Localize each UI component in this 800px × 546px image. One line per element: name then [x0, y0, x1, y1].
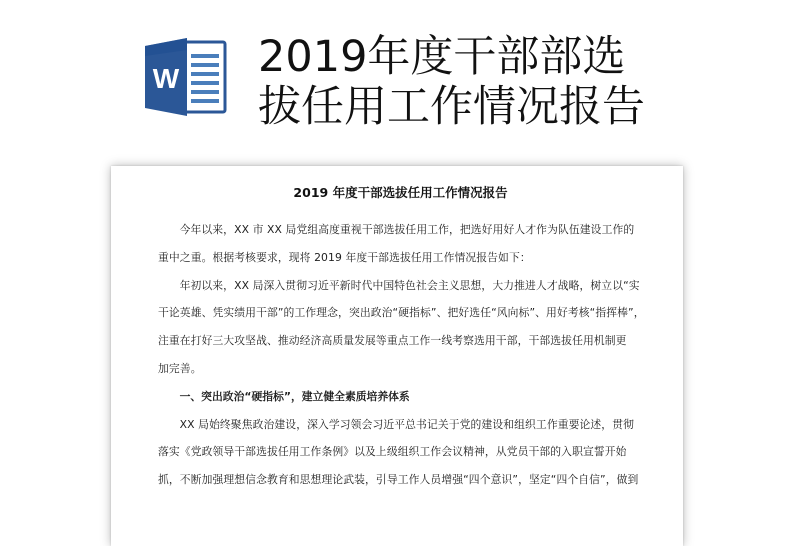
- section-heading-1: 一、突出政治“硬指标”，建立健全素质培养体系: [179, 389, 410, 403]
- hero-title: [258, 32, 778, 132]
- paragraph-line: 落实《党政领导干部选拔任用工作条例》以及上级组织工作会议精神，从党员干部的入职宣誓开始: [158, 445, 627, 459]
- paragraph-line: 抓，不断加强理想信念教育和思想理论武装，引导工作人员增强“四个意识”，坚定“四个自信”，做到: [158, 473, 639, 487]
- word-icon-line: [191, 99, 219, 103]
- paragraph-line: 年初以来，XX 局深入贯彻习近平新时代中国特色社会主义思想，大力推进人才战略，树立以“实: [179, 278, 640, 292]
- word-icon-line: [191, 63, 219, 67]
- word-document-icon: [143, 36, 227, 118]
- paragraph-line: 注重在打好三大攻坚战、推动经济高质量发展等重点工作一线考察选用干部，干部选拔任用机制更: [158, 334, 627, 348]
- paragraph-1: [158, 216, 643, 272]
- document-title: 2019 年度干部选拔任用工作情况报告: [293, 185, 508, 200]
- word-icon-line: [191, 81, 219, 85]
- paragraph-line: 重中之重。根据考核要求，现将 2019 年度干部选拔任用工作情况报告如下：: [158, 250, 531, 264]
- word-icon-letter: W: [152, 63, 180, 94]
- paragraph-line: 今年以来，XX 市 XX 局党组高度重视干部选拔任用工作，把选好用好人才作为队伍建设工作的: [179, 223, 635, 236]
- document-body: [158, 184, 643, 494]
- document-page: [111, 166, 683, 546]
- word-icon-line: [191, 90, 219, 94]
- hero-title-line-1: 2019年度干部部选: [258, 32, 626, 82]
- paragraph-line: XX 局始终聚焦政治建设，深入学习领会习近平总书记关于党的建设和组织工作重要论述，贯彻: [179, 417, 634, 431]
- paragraph-2: [158, 272, 643, 383]
- paragraph-line: 加完善。: [158, 361, 202, 375]
- word-icon-line: [191, 54, 219, 58]
- paragraph-line: 干论英雄、凭实绩用干部”的工作理念，突出政治“硬指标”、把好选任“风向标”、用好考核“指挥棒”，: [158, 306, 645, 320]
- word-icon-graphic: [143, 36, 227, 118]
- paragraph-3: [158, 411, 643, 494]
- word-icon-line: [191, 72, 219, 76]
- hero-title-line-2: 拔任用工作情况报告: [258, 82, 645, 132]
